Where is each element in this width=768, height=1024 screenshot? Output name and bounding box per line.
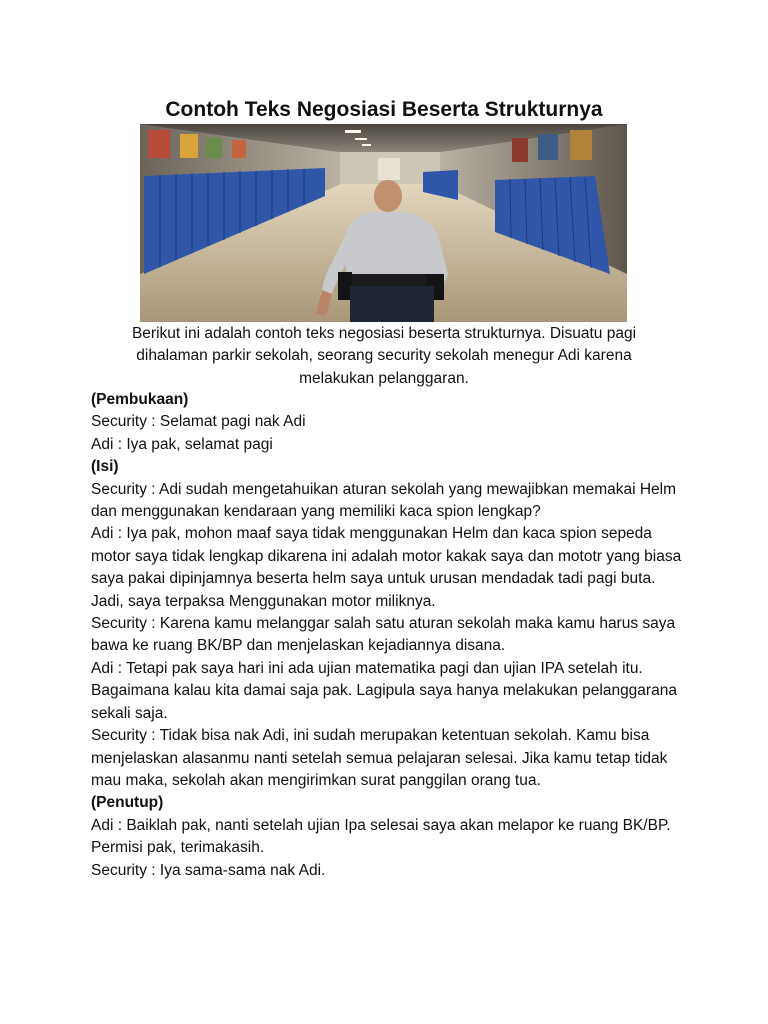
- document-title: Contoh Teks Negosiasi Beserta Strukturnya: [165, 98, 603, 121]
- dialogue-line: Security : Adi sudah mengetahuikan aturan sekolah yang mewajibkan memakai Helm dan menggunakan kendaraan yang memiliki kaca spion lengkap?: [91, 480, 677, 521]
- dialogue-line: Security : Karena kamu melanggar salah satu aturan sekolah maka kamu harus saya bawa ke ruang BK/BP dan menjelaskan kejadiannya disana.: [91, 615, 676, 655]
- dialogue-line: Security : Iya sama-sama nak Adi.: [91, 861, 326, 879]
- dialogue-line: Security : Selamat pagi nak Adi: [91, 413, 306, 431]
- intro-paragraph: Berikut ini adalah contoh teks negosiasi beserta strukturnya. Disuatu pagi dihalaman parkir sekolah, seorang security sekolah menegur Adi karena melakukan pelanggaran.: [131, 325, 637, 387]
- dialogue-line: Security : Tidak bisa nak Adi, ini sudah merupakan ketentuan sekolah. Kamu bisa menjelaskan alasanmu nanti setelah semua pelajaran selesai. Jika kamu tetap tidak mau maka, sekolah akan mengirimkan surat panggilan orang tua.: [91, 727, 668, 789]
- dialogue-line: Adi : Baiklah pak, nanti setelah ujian Ipa selesai saya akan melapor ke ruang BK/BP. Permisi pak, terimakasih.: [91, 816, 671, 857]
- section-heading-penutup: (Penutup): [91, 794, 164, 812]
- section-heading-pembukaan: (Pembukaan): [91, 391, 189, 408]
- hallway-photo: [140, 124, 627, 322]
- hallway-photo-illustration: [140, 124, 627, 322]
- dialogue-line: Adi : Tetapi pak saya hari ini ada ujian matematika pagi dan ujian IPA setelah itu. Bagaimana kalau kita damai saja pak. Lagipula saya hanya melakukan pelanggarana sekali saja.: [91, 659, 677, 722]
- dialogue-line: Adi : Iya pak, mohon maaf saya tidak menggunakan Helm dan kaca spion sepeda motor saya tidak lengkap dikarena ini adalah motor kakak saya dan mototr yang biasa saya pakai dipinjamnya beserta helm saya untuk urusan mendadak tadi pagi buta. Jadi, saya terpaksa Menggunakan motor miliknya.: [91, 525, 682, 610]
- dialogue-line: Adi : Iya pak, selamat pagi: [91, 435, 273, 453]
- dialogue-body: [91, 389, 691, 882]
- section-heading-isi: (Isi): [91, 458, 119, 476]
